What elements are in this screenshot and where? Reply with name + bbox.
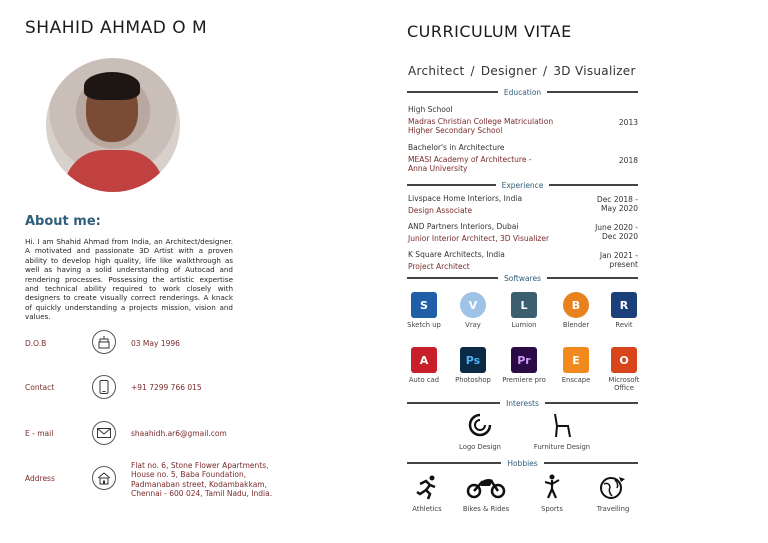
chair-icon — [532, 412, 592, 443]
about-heading: About me: — [25, 214, 101, 229]
blender-icon: B — [563, 292, 589, 318]
contact-value[interactable]: +91 7299 766 015 — [131, 383, 202, 392]
about-text: Hi. I am Shahid Ahmad from India, an Architect/designer. A motivated and passionate 3D Artist with a proven ability to develop high quality, life like walkthrough as well as having a solid understanding of Autocad and rendering processes. Possessing the artistic expertise and technical ability required to work closely with designers to create visually correct renderings. A knack of quickly understanding a projects mission, vision and values. — [25, 237, 233, 322]
experience-company: Livspace Home Interiors, India — [408, 194, 523, 203]
software-autocad: A Auto cad — [398, 347, 450, 384]
software-office: O Microsoft Office — [598, 347, 650, 392]
experience-role: Junior Interior Architect, 3D Visualizer — [408, 234, 550, 243]
section-softwares: Softwares — [407, 272, 638, 284]
hobby-sports: Sports — [530, 474, 574, 513]
software-vray: V Vray — [447, 292, 499, 329]
hobby-bikes-rides: Bikes & Rides — [458, 474, 514, 513]
phone-icon — [92, 375, 116, 399]
premiere-icon: Pr — [511, 347, 537, 373]
software-sketchup: S Sketch up — [398, 292, 450, 329]
sports-icon — [530, 474, 574, 505]
section-education: Education — [407, 86, 638, 98]
software-photoshop: Ps Photoshop — [447, 347, 499, 384]
software-blender: B Blender — [550, 292, 602, 329]
hobby-athletics: Athletics — [405, 474, 449, 513]
experience-dates: June 2020 - Dec 2020 — [595, 223, 638, 241]
profile-photo — [46, 58, 180, 192]
education-level: Bachelor's in Architecture — [408, 143, 505, 152]
experience-company: AND Partners Interiors, Dubai — [408, 222, 519, 231]
mail-icon — [92, 421, 116, 445]
enscape-icon: E — [563, 347, 589, 373]
cake-icon — [92, 330, 116, 354]
email-value[interactable]: shaahidh.ar6@gmail.com — [131, 429, 227, 438]
interest-furniture-design: Furniture Design — [532, 412, 592, 451]
experience-role: Project Architect — [408, 262, 470, 271]
runner-icon — [405, 474, 449, 505]
autocad-icon: A — [411, 347, 437, 373]
globe-icon — [588, 474, 638, 505]
software-enscape: E Enscape — [550, 347, 602, 384]
vray-icon: V — [460, 292, 486, 318]
section-hobbies: Hobbies — [407, 457, 638, 469]
lumion-icon: L — [511, 292, 537, 318]
interest-logo-design: Logo Design — [454, 412, 506, 451]
cv-title: CURRICULUM VITAE — [407, 22, 572, 41]
home-icon — [92, 466, 116, 490]
software-revit: R Revit — [598, 292, 650, 329]
logo-design-icon — [454, 412, 506, 443]
education-institution: Madras Christian College Matriculation Higher Secondary School — [408, 117, 554, 135]
role-visualizer: 3D Visualizer — [553, 64, 636, 78]
revit-icon: R — [611, 292, 637, 318]
sketchup-icon: S — [411, 292, 437, 318]
motorbike-icon — [458, 474, 514, 505]
experience-role: Design Associate — [408, 206, 473, 215]
education-year: 2018 — [618, 156, 638, 165]
education-year: 2013 — [618, 118, 638, 127]
hobby-travelling: Travelling — [588, 474, 638, 513]
experience-company: K Square Architects, India — [408, 250, 505, 259]
address-value: Flat no. 6, Stone Flower Apartments, House no. 5, Baba Foundation, Padmanaban street, Kodambakkam, Chennai - 600 024, Tamil Nadu, India. — [131, 461, 273, 499]
experience-dates: Jan 2021 - present — [599, 251, 638, 269]
dob-label: D.O.B — [25, 339, 47, 348]
office-icon: O — [611, 347, 637, 373]
section-interests: Interests — [407, 397, 638, 409]
role-architect: Architect — [408, 64, 465, 78]
address-label: Address — [25, 474, 55, 483]
software-premiere: Pr Premiere pro — [498, 347, 550, 384]
roles-subtitle: Architect / Designer / 3D Visualizer — [408, 64, 636, 78]
dob-value: 03 May 1996 — [131, 339, 180, 348]
contact-label: Contact — [25, 383, 55, 392]
photoshop-icon: Ps — [460, 347, 486, 373]
experience-dates: Dec 2018 - May 2020 — [596, 195, 638, 213]
education-level: High School — [408, 105, 453, 114]
software-lumion: L Lumion — [498, 292, 550, 329]
education-institution: MEASI Academy of Architecture - Anna University — [408, 155, 532, 173]
role-designer: Designer — [480, 64, 538, 78]
email-label: E - mail — [25, 429, 54, 438]
section-experience: Experience — [407, 179, 638, 191]
candidate-name: SHAHID AHMAD O M — [25, 18, 208, 38]
